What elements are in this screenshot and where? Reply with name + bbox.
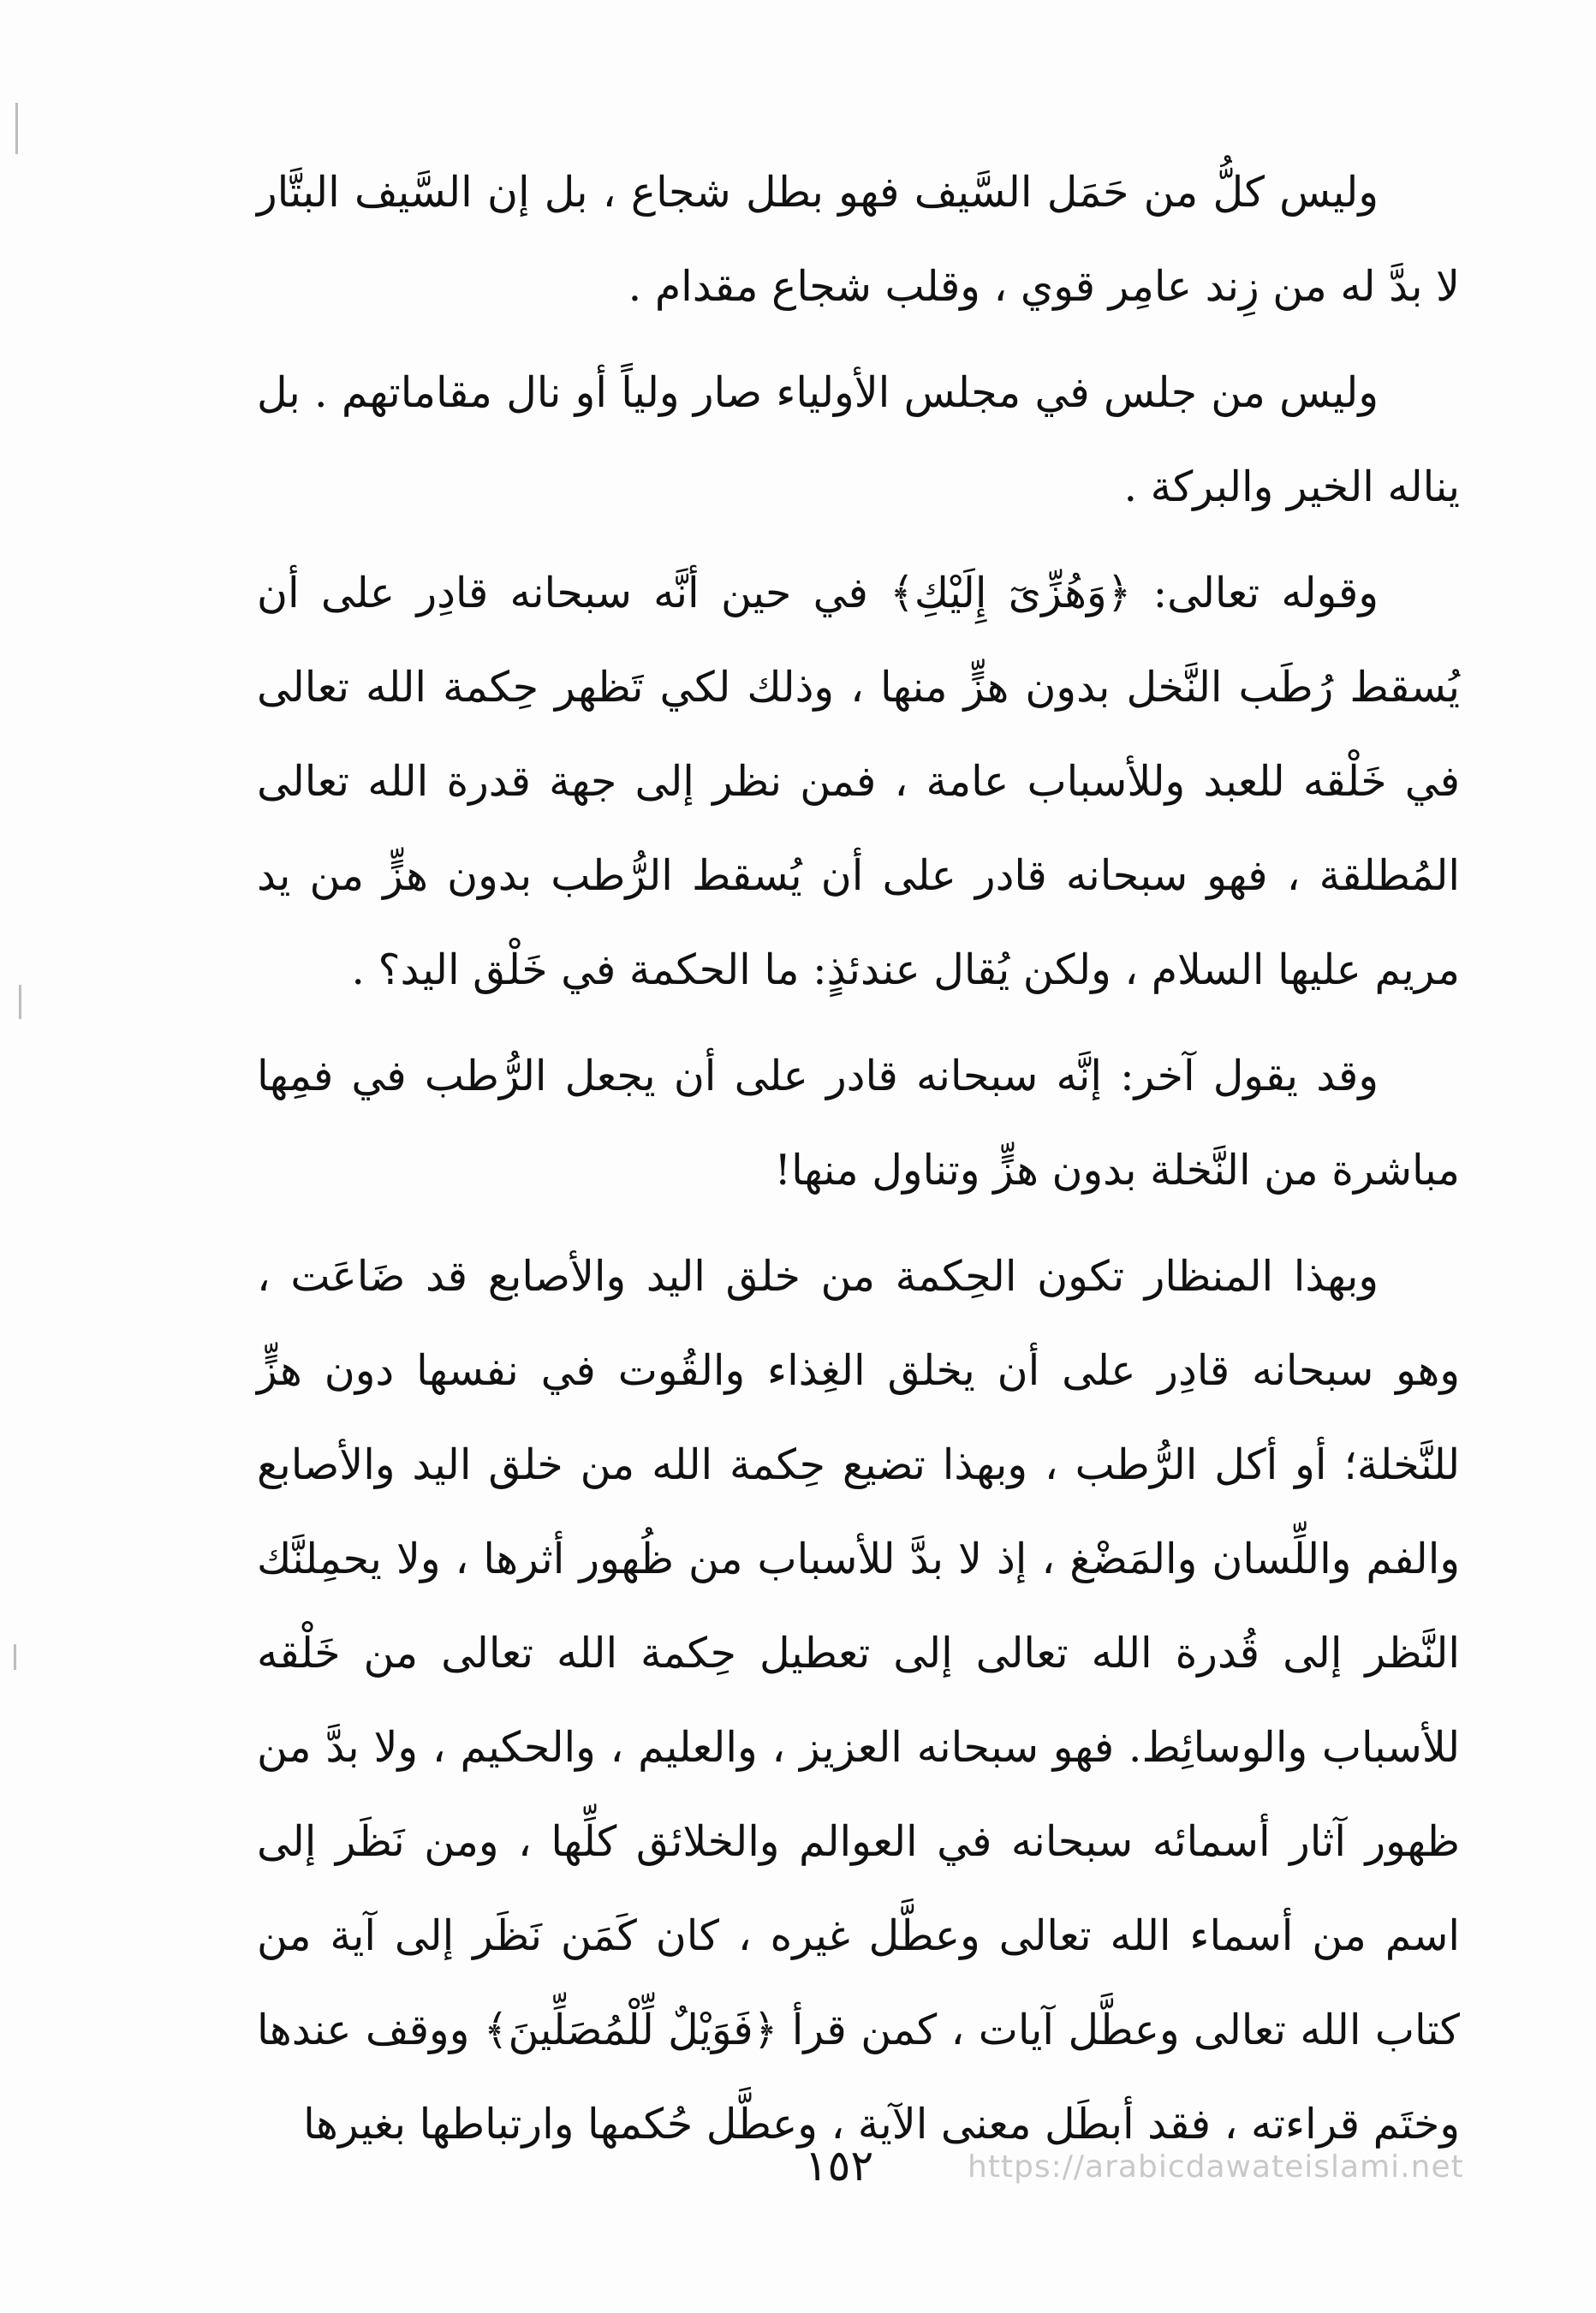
paragraph: وليس كلُّ من حَمَل السَّيف فهو بطل شجاع ، بل إن السَّيف البتَّار لا بدَّ له من زِند عامِر قوي ، وقلب شجاع مقدام .	[257, 168, 1460, 311]
paragraph: وقد يقول آخر: إنَّه سبحانه قادر على أن يجعل الرُّطب في فمِها مباشرة من النَّخلة بدون هزٍّ وتناول منها!	[257, 1052, 1460, 1195]
paragraph: وقوله تعالى: ﴿وَهُزِّىٓ إِلَيْكِ﴾ في حين أنَّه سبحانه قادِر على أن يُسقط رُطَب النَّخل بدون هزٍّ منها ، وذلك لكي تَظهر حِكمة الله تعالى في خَلْقه للعبد وللأسباب عامة ، فمن نظر إلى جهة قدرة الله تعالى المُطلقة ، فهو سبحانه قادر على أن يُسقط الرُّطب بدون هزٍّ من يد مريم عليها السلام ، ولكن يُقال عندئذٍ: ما الحكمة في خَلْق اليد؟ .	[257, 569, 1460, 994]
scan-margin-mark	[14, 1644, 16, 1670]
website-watermark: https://arabicdawateislami.net	[968, 2149, 1464, 2185]
body-text	[257, 146, 1460, 2184]
scan-margin-mark	[15, 103, 18, 154]
paragraph: وليس من جلس في مجلس الأولياء صار ولياً أو نال مقاماتهم . بل يناله الخير والبركة .	[257, 368, 1460, 511]
page-number: ١٥٢	[804, 2141, 874, 2191]
scan-margin-mark	[19, 985, 21, 1019]
paragraph: وبهذا المنظار تكون الحِكمة من خلق اليد والأصابع قد ضَاعَت ، وهو سبحانه قادِر على أن يخلق الغِذاء والقُوت في نفسها دون هزٍّ للنَّخلة؛ أو أكل الرُّطب ، وبهذا تضيع حِكمة الله من خلق اليد والأصابع والفم واللِّسان والمَضْغ ، إذ لا بدَّ للأسباب من ظُهور أثرها ، ولا يحمِلنَّك النَّظر إلى قُدرة الله تعالى إلى تعطيل حِكمة الله تعالى من خَلْقه للأسباب والوسائِط. فهو سبحانه العزيز ، والعليم ، والحكيم ، ولا بدَّ من ظهور آثار أسمائه سبحانه في العوالم والخلائق كلِّها ، ومن نَظَر إلى اسم من أسماء الله تعالى وعطَّل غيره ، كان كَمَن نَظَر إلى آية من كتاب الله تعالى وعطَّل آيات ، كمن قرأ ﴿فَوَيْلٌ لِّلْمُصَلِّينَ﴾ ووقف عندها وختَم قراءته ، فقد أبطَل معنى الآية ، وعطَّل حُكمها وارتباطها بغيرها	[257, 1252, 1460, 2149]
